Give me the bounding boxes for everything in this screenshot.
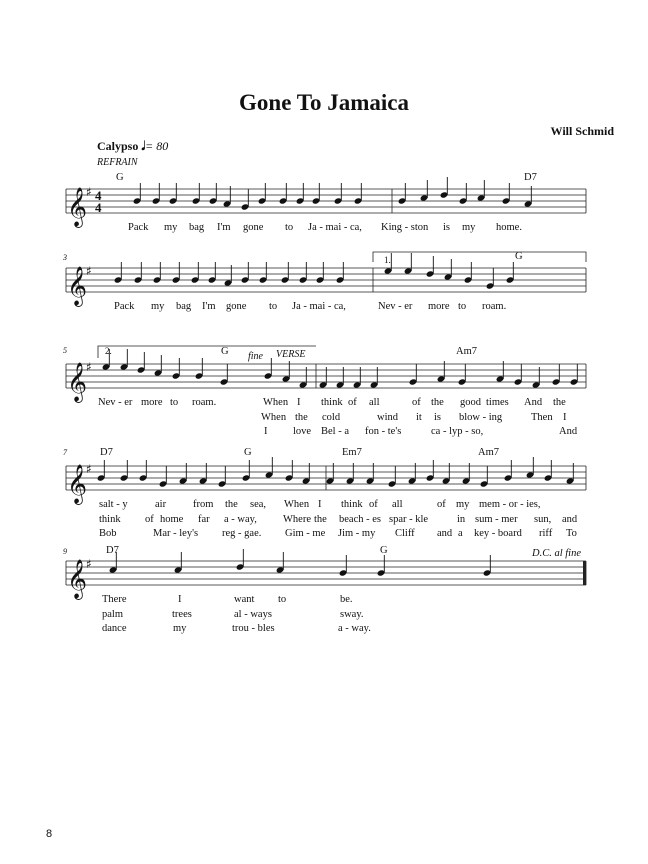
- lyric-syllable: the: [431, 397, 444, 408]
- lyric-syllable: roam.: [192, 397, 217, 408]
- final-barline: [583, 561, 586, 585]
- lyric-syllable: think: [321, 397, 343, 408]
- lyric-syllable: my: [456, 499, 470, 510]
- lyric-syllable: is: [434, 412, 442, 423]
- lyric-syllable: I'm: [217, 222, 231, 233]
- lyric-syllable: dance: [102, 623, 127, 634]
- lyric-syllable: Then: [531, 412, 553, 423]
- verse-label: VERSE: [276, 349, 306, 360]
- lyric-syllable: the: [553, 397, 566, 408]
- lyric-syllable: to: [278, 594, 287, 605]
- lyric-syllable: want: [234, 594, 255, 605]
- lyric-syllable: think: [99, 514, 121, 525]
- lyric-syllable: bag: [176, 301, 192, 312]
- lyric-syllable: salt - y: [99, 499, 128, 510]
- chord-symbol: G: [244, 447, 252, 458]
- measure-number: 5: [63, 346, 67, 355]
- lyric-syllable: my: [462, 222, 476, 233]
- tempo-style: Calypso: [97, 139, 139, 153]
- lyric-syllable: times: [486, 397, 509, 408]
- lyric-syllable: sum - mer: [475, 514, 518, 525]
- lyric-syllable: is: [443, 222, 451, 233]
- measure-number: 7: [63, 448, 67, 457]
- lyric-syllable: in: [457, 514, 466, 525]
- lyric-syllable: a: [458, 528, 463, 539]
- lyric-syllable: the: [295, 412, 308, 423]
- treble-clef-icon: 𝄞: [67, 559, 88, 599]
- chord-symbol: G: [515, 251, 523, 262]
- dc-al-fine-label: D.C. al fine: [532, 548, 581, 559]
- lyric-syllable: I: [297, 397, 301, 408]
- lyric-syllable: riff: [539, 528, 553, 539]
- lyric-syllable: more: [428, 301, 450, 312]
- lyric-syllable: the: [314, 514, 327, 525]
- lyric-syllable: Ja - mai - ca,: [292, 301, 346, 312]
- measure-number: 3: [63, 253, 67, 262]
- lyric-syllable: key - board: [474, 528, 522, 539]
- lyric-syllable: my: [151, 301, 165, 312]
- chord-symbol: G: [221, 346, 229, 357]
- half-note-icon: 𝅘𝅥: [141, 139, 146, 153]
- treble-clef-icon: 𝄞: [67, 464, 88, 504]
- lyric-syllable: all: [392, 499, 403, 510]
- lyric-syllable: I: [563, 412, 567, 423]
- time-signature: 4: [95, 188, 102, 203]
- lyric-syllable: Pack: [114, 301, 135, 312]
- treble-clef-icon: 𝄞: [67, 187, 88, 227]
- lyric-syllable: air: [155, 499, 167, 510]
- time-signature: 4: [95, 200, 102, 215]
- lyric-syllable: And: [524, 397, 543, 408]
- sharp-icon: ♯: [86, 557, 92, 571]
- chord-symbol: G: [380, 545, 388, 556]
- lyric-syllable: Nev - er: [378, 301, 413, 312]
- lyric-syllable: sway.: [340, 609, 364, 620]
- lyric-syllable: of: [437, 499, 446, 510]
- lyric-syllable: I'm: [202, 301, 216, 312]
- lyric-syllable: al - ways: [234, 609, 272, 620]
- lyric-syllable: be.: [340, 594, 353, 605]
- lyric-syllable: Bob: [99, 528, 117, 539]
- lyric-syllable: a - way,: [224, 514, 257, 525]
- ending-number: 2.: [105, 346, 112, 356]
- lyric-syllable: sun,: [534, 514, 552, 525]
- lyric-syllable: spar - kle: [389, 514, 429, 525]
- lyric-syllable: I: [318, 499, 322, 510]
- lyric-syllable: fon - te's: [365, 426, 402, 437]
- lyric-syllable: trou - bles: [232, 623, 275, 634]
- chord-symbol: D7: [106, 545, 119, 556]
- lyric-syllable: Mar - ley's: [153, 528, 199, 539]
- lyric-syllable: good: [460, 397, 481, 408]
- lyric-syllable: When: [261, 412, 287, 423]
- lyric-syllable: mem - or - ies,: [479, 499, 541, 510]
- lyric-syllable: There: [102, 594, 127, 605]
- tempo-bpm: = 80: [145, 139, 169, 153]
- lyric-syllable: Bel - a: [321, 426, 349, 437]
- fine-label: fine: [248, 351, 263, 362]
- lyric-syllable: home: [160, 514, 184, 525]
- lyric-syllable: more: [141, 397, 163, 408]
- lyric-syllable: of: [412, 397, 421, 408]
- lyric-syllable: Jim - my: [338, 528, 376, 539]
- lyric-syllable: it: [416, 412, 422, 423]
- lyric-syllable: King - ston: [381, 222, 429, 233]
- refrain-label: REFRAIN: [97, 157, 138, 168]
- sharp-icon: ♯: [86, 462, 92, 476]
- lyric-syllable: gone: [243, 222, 264, 233]
- lyric-syllable: beach - es: [339, 514, 381, 525]
- chord-symbol: D7: [524, 172, 537, 183]
- lyric-syllable: roam.: [482, 301, 507, 312]
- treble-clef-icon: 𝄞: [67, 266, 88, 306]
- lyric-syllable: and: [437, 528, 453, 539]
- lyric-syllable: from: [193, 499, 214, 510]
- lyric-syllable: blow - ing: [459, 412, 503, 423]
- page-number: 8: [46, 828, 53, 840]
- composer-name: Will Schmid: [550, 124, 614, 138]
- lyric-syllable: Nev - er: [98, 397, 133, 408]
- chord-symbol: D7: [100, 447, 113, 458]
- lyric-syllable: of: [348, 397, 357, 408]
- lyric-syllable: home.: [496, 222, 522, 233]
- chord-symbol: Em7: [342, 447, 362, 458]
- chord-symbol: G: [116, 172, 124, 183]
- lyric-syllable: to: [285, 222, 294, 233]
- lyric-syllable: Cliff: [395, 528, 415, 539]
- lyric-syllable: and: [562, 514, 578, 525]
- lyric-syllable: sea,: [250, 499, 267, 510]
- lyric-syllable: of: [369, 499, 378, 510]
- lyric-syllable: To: [566, 528, 577, 539]
- lyric-syllable: to: [269, 301, 278, 312]
- ending-bracket: [373, 252, 586, 262]
- lyric-syllable: cold: [322, 412, 341, 423]
- chord-symbol: Am7: [456, 346, 477, 357]
- lyric-syllable: I: [178, 594, 182, 605]
- chord-symbol: Am7: [478, 447, 499, 458]
- lyric-syllable: Ja - mai - ca,: [308, 222, 362, 233]
- lyric-syllable: a - way.: [338, 623, 371, 634]
- lyric-syllable: my: [164, 222, 178, 233]
- lyric-syllable: think: [341, 499, 363, 510]
- ending-number: 1.: [384, 255, 391, 265]
- lyric-syllable: wind: [377, 412, 398, 423]
- sharp-icon: ♯: [86, 264, 92, 278]
- song-title: Gone To Jamaica: [239, 90, 409, 115]
- sharp-icon: ♯: [86, 360, 92, 374]
- lyric-syllable: palm: [102, 609, 123, 620]
- lyric-syllable: When: [284, 499, 310, 510]
- lyric-syllable: When: [263, 397, 289, 408]
- lyric-syllable: my: [173, 623, 187, 634]
- lyric-syllable: trees: [172, 609, 192, 620]
- lyric-syllable: love: [293, 426, 312, 437]
- lyric-syllable: to: [170, 397, 179, 408]
- lyric-syllable: the: [225, 499, 238, 510]
- lyric-syllable: reg - gae.: [222, 528, 262, 539]
- measure-number: 9: [63, 547, 67, 556]
- lyric-syllable: I: [264, 426, 268, 437]
- sharp-icon: ♯: [86, 185, 92, 199]
- lyric-syllable: ca - lyp - so,: [431, 426, 484, 437]
- lyric-syllable: of: [145, 514, 154, 525]
- lyric-syllable: Pack: [128, 222, 149, 233]
- lyric-syllable: Where: [283, 514, 311, 525]
- lyric-syllable: bag: [189, 222, 205, 233]
- lyric-syllable: far: [198, 514, 210, 525]
- treble-clef-icon: 𝄞: [67, 362, 88, 402]
- lyric-syllable: all: [369, 397, 380, 408]
- lyric-syllable: Gim - me: [285, 528, 326, 539]
- lyric-syllable: gone: [226, 301, 247, 312]
- lyric-syllable: And: [559, 426, 578, 437]
- lyric-syllable: to: [458, 301, 467, 312]
